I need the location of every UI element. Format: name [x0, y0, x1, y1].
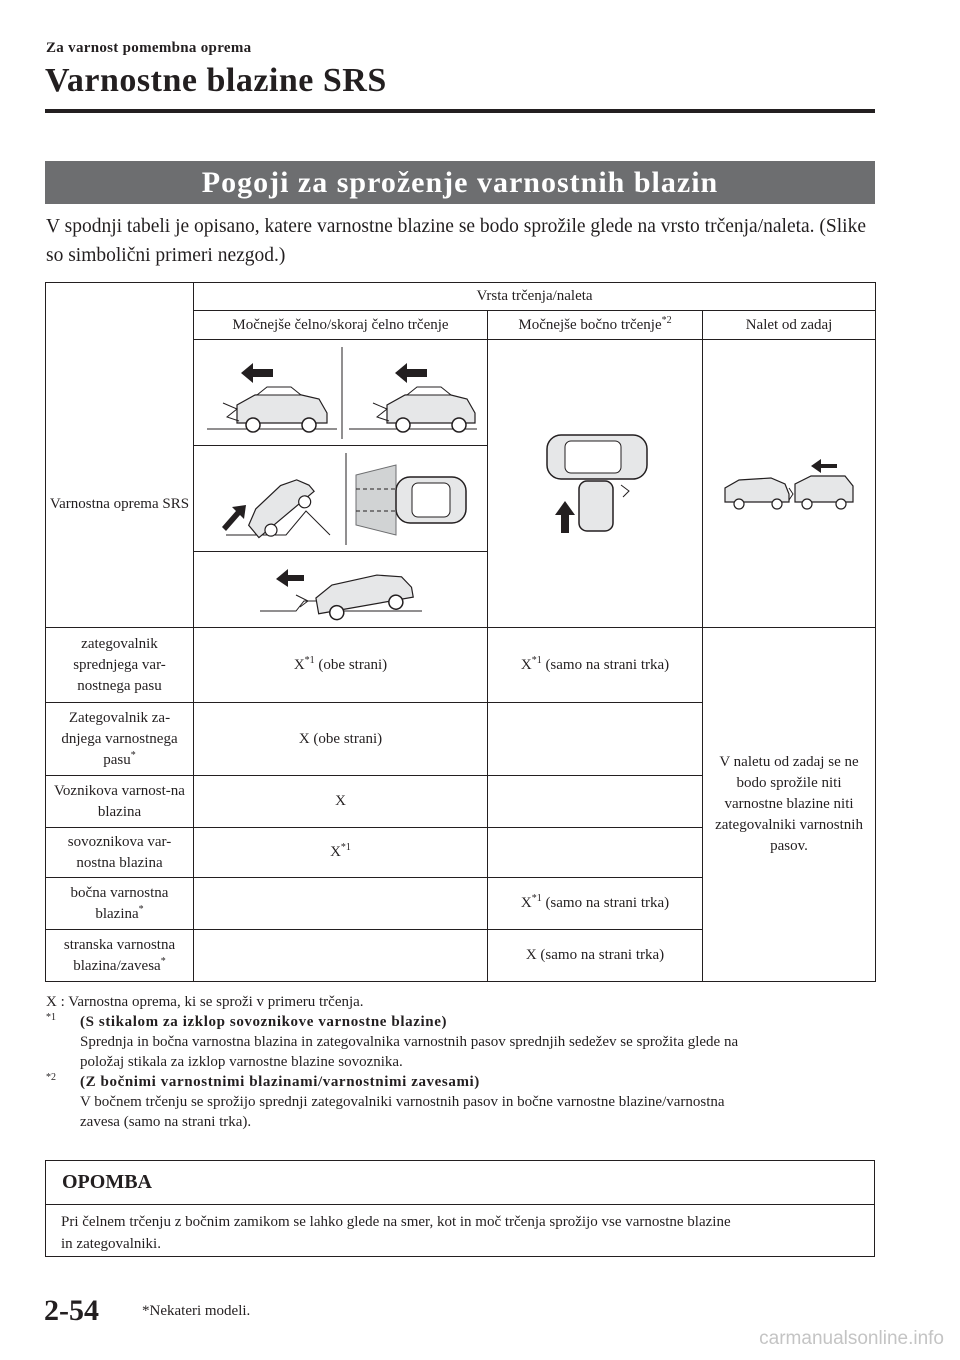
rear-crash-illustration — [703, 340, 876, 628]
cell-curtain-airbag-front — [194, 930, 488, 982]
car-front-crash-icon — [197, 343, 487, 443]
footnote-1-title: $^{*1}$ (S stikalom za izklop sovoznikove varnostne blazine) — [46, 1012, 448, 1030]
col-header-side: Močnejše bočno trčenje$^{*2}$ — [488, 311, 703, 340]
cell-driver-airbag-side — [488, 776, 703, 828]
front-crash-illustration-2 — [194, 446, 488, 552]
rear-collision-note: V naletu od zadaj se ne bodo sprožile niti varnostne blazine niti zategovalniki varnostnih pasov. — [703, 628, 876, 982]
section-banner: Pogoji za sproženje varnostnih blazin — [45, 161, 875, 204]
car-rear-collision-icon — [719, 454, 859, 514]
impact-arrow-icon — [811, 459, 837, 473]
car-climb-crash-icon — [256, 555, 426, 625]
cell-rear-pretensioner-side — [488, 703, 703, 776]
impact-arrow-icon — [276, 569, 304, 587]
col-header-front: Močnejše čelno/skoraj čelno trčenje — [194, 311, 488, 340]
car-tilted-crash-icon — [206, 449, 476, 549]
page-title: Varnostne blazine SRS — [45, 62, 387, 99]
footnote-1-line-1: Sprednja in bočna varnostna blazina in zategovalnika varnostnih pasov sprednjih sedežev se sprožita glede na — [80, 1034, 739, 1050]
row-label-curtain-airbag: stranska varnostna blazina/zavesa* — [46, 930, 194, 982]
cell-passenger-airbag-front: $X^{*1}$ — [194, 828, 488, 878]
front-crash-illustration-1 — [194, 340, 488, 446]
section-kicker: Za varnost pomembna oprema — [46, 40, 252, 56]
note-box — [45, 1160, 875, 1257]
cell-rear-pretensioner-front: X (obe strani) — [194, 703, 488, 776]
row-label-rear-pretensioner: Zategovalnik za-dnjega varnostnega pasu* — [46, 703, 194, 776]
cell-side-airbag-front — [194, 878, 488, 930]
impact-arrow-icon — [241, 363, 273, 383]
car-side-impact-top-icon — [535, 429, 655, 539]
row-label-passenger-airbag: sovoznikova var-nostna blazina — [46, 828, 194, 878]
cell-curtain-airbag-side: X (samo na strani trka) — [488, 930, 703, 982]
row-label-front-pretensioner: zategovalnik sprednjega var-nostnega pasu — [46, 628, 194, 703]
some-models-legend: *Nekateri modeli. — [142, 1303, 251, 1319]
watermark: carmanualsonline.info — [759, 1328, 944, 1349]
collision-type-header: Vrsta trčenja/naleta — [194, 283, 876, 311]
page-number: 2-54 — [44, 1294, 99, 1327]
col-header-rear: Nalet od zadaj — [703, 311, 876, 340]
footnotes — [46, 992, 876, 1132]
title-divider — [45, 109, 875, 113]
cell-side-airbag-side: $X^{*1}$ (samo na strani trka) — [488, 878, 703, 930]
intro-paragraph: V spodnji tabeli je opisano, katere varnostne blazine se bodo sprožile glede na vrsto trčenja/naleta. (Slike so simbolični primeri nezgod.) — [46, 216, 867, 266]
footnote-2-line-2: zavesa (samo na strani trka). — [80, 1114, 252, 1130]
impact-arrow-icon — [555, 501, 575, 533]
impact-arrow-icon — [222, 505, 246, 531]
note-heading: OPOMBA — [62, 1171, 152, 1193]
cell-front-pretensioner-side: $X^{*1}$ (samo na strani trka) — [488, 628, 703, 703]
corner-header: Varnostna oprema SRS — [46, 283, 194, 628]
cell-driver-airbag-front: X — [194, 776, 488, 828]
cell-front-pretensioner-front: $X^{*1}$ (obe strani) — [194, 628, 488, 703]
footnote-2-title: $^{*2}$ (Z bočnimi varnostnimi blazinami/varnostnimi zavesami) — [46, 1072, 480, 1090]
cell-passenger-airbag-side — [488, 828, 703, 878]
note-divider — [46, 1204, 874, 1205]
footnote-legend: X : Varnostna oprema, ki se sproži v primeru trčenja. — [46, 994, 364, 1010]
side-crash-illustration — [488, 340, 703, 628]
srs-deployment-table — [45, 282, 876, 982]
row-label-driver-airbag: Voznikova varnost-na blazina — [46, 776, 194, 828]
front-crash-illustration-3 — [194, 552, 488, 628]
row-label-side-airbag: bočna varnostna blazina* — [46, 878, 194, 930]
footnote-1-line-2: položaj stikala za izklop varnostne blazine sovoznika. — [80, 1054, 403, 1070]
note-text: Pri čelnem trčenju z bočnim zamikom se lahko glede na smer, kot in moč trčenja sprožijo vse varnostne blazine in zategovalniki. — [61, 1214, 731, 1252]
footnote-2-line-1: V bočnem trčenju se sprožijo sprednji zategovalniki varnostnih pasov in bočne varnostne blazine/varnostna — [80, 1094, 725, 1110]
